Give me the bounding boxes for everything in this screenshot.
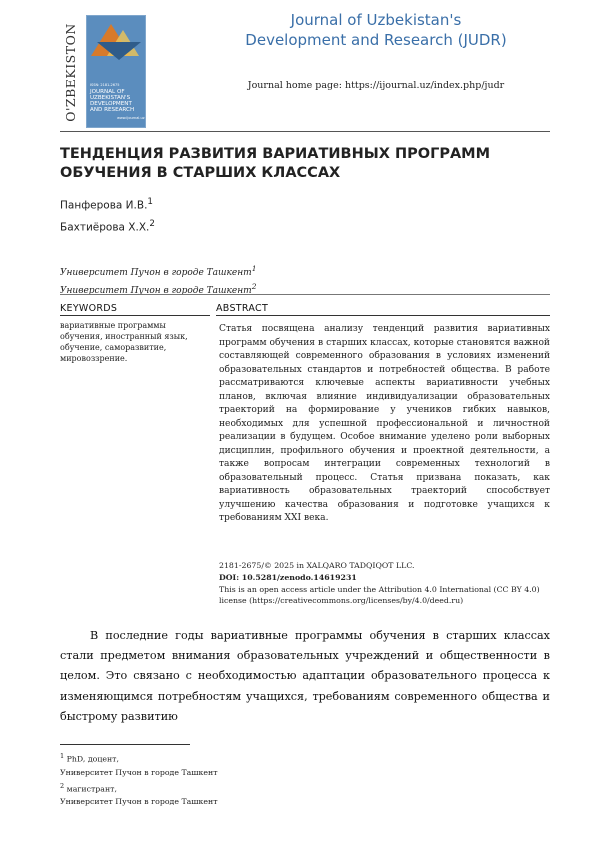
footnote-1-affiliation: Университет Пучон в городе Ташкент — [60, 768, 218, 777]
footnote-divider — [60, 744, 190, 745]
journal-title — [226, 10, 526, 50]
journal-title-line1: Journal of Uzbekistan's — [290, 11, 462, 29]
author-2-name: Бахтиёрова Х.Х. — [60, 221, 150, 234]
vertical-brand-text: O'ZBEKISTON — [62, 22, 78, 122]
author-2 — [60, 219, 155, 234]
journal-home-page[interactable]: Journal home page: https://ijournal.uz/index.php/judr — [247, 80, 505, 91]
affiliation-1 — [60, 264, 257, 278]
abstract-heading: ABSTRACT — [216, 303, 550, 316]
affiliation-1-sup: 1 — [251, 264, 257, 273]
abstract-text: Статья посвящена анализу тенденций развития вариативных программ обучения в старших классах, которые становятся важной составляющей современного образования в условиях изменений образовательных стандартов и потребностей общества. В работе рассматриваются ключевые аспекты вариативности учебных планов, включая влияние индивидуализации образовательных траекторий на формирование у учеников гибких навыков, необходимых для успешной профессиональной и личностной реализации в будущем. Особое внимание уделено роли выборных дисциплин, профильного обучения и проектной деятельности, а также вопросам интеграции современных технологий в образовательный процесс. Статья призвана показать, как вариативность образовательных траекторий способствует улучшению качества образования и подготовке учащихся к требованиям XXI века. — [219, 324, 550, 523]
author-1-name: Панферова И.В. — [60, 199, 148, 212]
cover-url: www.ijournal.uz — [117, 116, 145, 120]
affiliation-divider — [60, 294, 550, 295]
author-1-sup: 1 — [147, 197, 153, 207]
body-paragraph-1: В последние годы вариативные программы обучения в старших классах стали предметом внимания образовательных учреждений и общественности в целом. Это связано с необходимостью адаптации образовательного процесса к изменяющимся потребностям учащихся, требованиям современного общества и быстрому развитию — [60, 629, 550, 723]
article-title: ТЕНДЕНЦИЯ РАЗВИТИЯ ВАРИАТИВНЫХ ПРОГРАММ ОБУЧЕНИЯ В СТАРШИХ КЛАССАХ — [60, 146, 491, 181]
footnote-1-sup: 1 — [60, 752, 65, 760]
cover-shape-dark — [97, 42, 141, 60]
author-1 — [60, 197, 153, 212]
vertical-brand — [60, 18, 80, 126]
issn-copyright: 2181-2675/© 2025 in XALQARO TADQIQOT LLC. — [219, 561, 415, 570]
footnote-2-sup: 2 — [60, 782, 65, 790]
affiliation-1-text: Университет Пучон в городе Ташкент — [60, 268, 252, 278]
doi-link[interactable]: DOI: 10.5281/zenodo.14619231 — [219, 573, 357, 582]
license-note: This is an open access article under the Attribution 4.0 International (CC BY 4.0) license (https://creativecommons.org/licenses/by/4.0/deed.ru) — [219, 585, 540, 605]
keywords-heading: KEYWORDS — [60, 303, 210, 316]
header-divider — [60, 131, 550, 132]
journal-cover-image — [86, 15, 146, 128]
author-2-sup: 2 — [149, 219, 155, 229]
footnote-1-role-text: PhD, доцент, — [66, 754, 119, 764]
cover-issn: ISSN: 2181-2675 — [90, 83, 120, 87]
footnote-2-affiliation: Университет Пучон в городе Ташкент — [60, 797, 218, 806]
cover-title: JOURNAL OF UZBEKISTAN'S DEVELOPMENT AND RESEARCH — [90, 89, 135, 113]
footnote-2-role-text: магистрант, — [66, 784, 117, 794]
keywords-text: вариативные программы обучения, иностранный язык, обучение, саморазвитие, мировоззрение. — [60, 321, 188, 363]
journal-title-line2: Development and Research (JUDR) — [245, 31, 507, 49]
affiliation-2-sup: 2 — [251, 282, 257, 291]
footnote-2-role — [60, 782, 117, 794]
footnote-1-role — [60, 752, 119, 764]
affiliation-2-text: Университет Пучон в городе Ташкент — [60, 286, 252, 296]
